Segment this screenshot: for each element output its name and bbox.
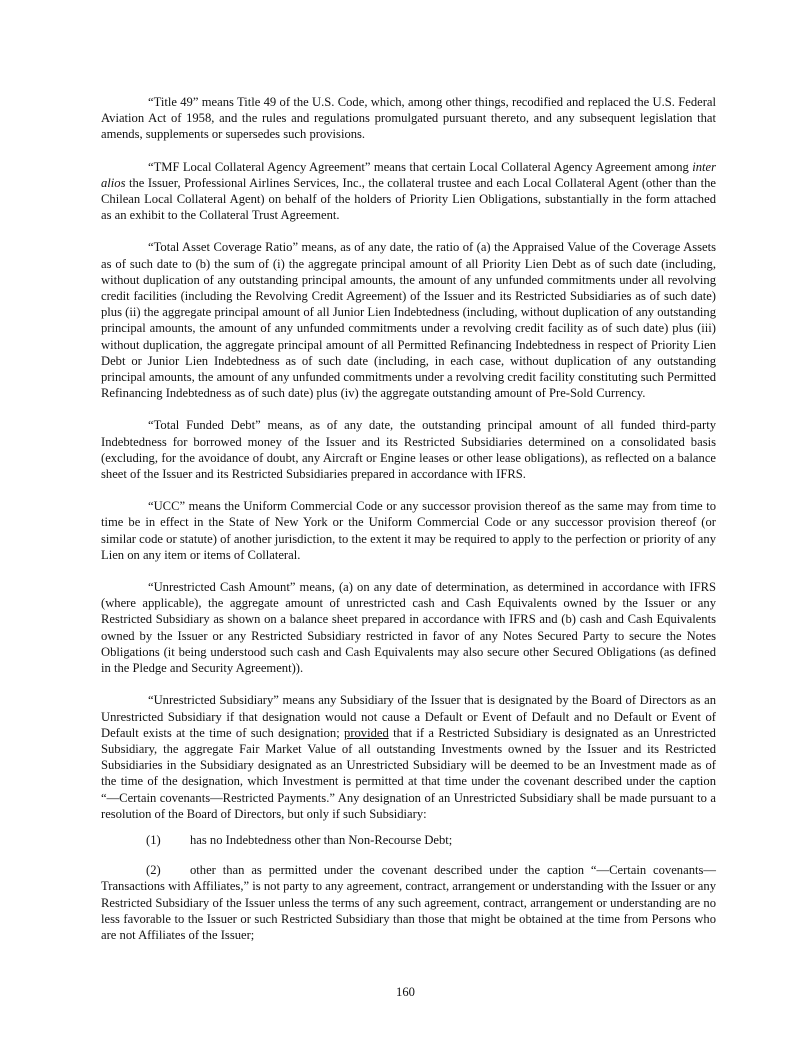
inter-alios-italic: inter alios: [101, 159, 716, 190]
definition-total-funded-debt: “Total Funded Debt” means, as of any date, the outstanding principal amount of all funded third-party Indebtedness for borrowed money of the Issuer and its Restricted Subsidiaries determined on a consolidated basis (excluding, for the avoidance of doubt, any Aircraft or Engine leases or other lease obligations), as reflected on a balance sheet of the Issuer and its Restricted Subsidiaries prepared in accordance with IFRS.: [101, 418, 716, 482]
definition-ucc: “UCC” means the Uniform Commercial Code or any successor provision thereof as the same may from time to time be in effect in the State of New York or the Uniform Commercial Code or any successor provision thereof (or similar code or statute) of another jurisdiction, to the extent it may be required to apply to the perfection or priority of any Lien on any item or items of Collateral.: [101, 499, 716, 562]
list-item: [101, 862, 716, 943]
definition-tmf-local-collateral-agency-agreement: “TMF Local Collateral Agency Agreement” means that certain Local Collateral Agency Agreement among inter alios the Issuer, Professional Airlines Services, Inc., the collateral trustee and each Local Collateral Agent (other than the Chilean Local Collateral Agent) on behalf of the holders of Priority Lien Obligations, substantially in the form attached as an exhibit to the Collateral Trust Agreement.: [101, 159, 716, 223]
definition-unrestricted-cash-amount: “Unrestricted Cash Amount” means, (a) on any date of determination, as determined in accordance with IFRS (where applicable), the aggregate amount of unrestricted cash and Cash Equivalents owned by the Issuer or any Restricted Subsidiary as shown on a balance sheet prepared in accordance with IFRS and (b) cash and Cash Equivalents owned by the Issuer or any Restricted Subsidiary restricted in favor of any Notes Secured Party to secure the Notes Obligations (it being understood such cash and Cash Equivalents may also secure other Secured Obligations (as defined in the Pledge and Security Agreement)).: [101, 580, 716, 676]
definition-unrestricted-subsidiary: “Unrestricted Subsidiary” means any Subsidiary of the Issuer that is designated by the Board of Directors as an Unrestricted Subsidiary if that designation would not cause a Default or Event of Default and no Default or Event of Default exists at the time of such designation; provided that if a Restricted Subsidiary is designated as an Unrestricted Subsidiary, the aggregate Fair Market Value of all outstanding Investments owned by the Issuer and its Restricted Subsidiaries in the Subsidiary designated as an Unrestricted Subsidiary will be deemed to be an Investment made as of the time of the designation, which Investment is permitted at that time under the covenant described under the caption “—Certain covenants—Restricted Payments.” Any designation of an Unrestricted Subsidiary shall be made pursuant to a resolution of the Board of Directors, but only if such Subsidiary:: [101, 693, 716, 821]
list-item-number: (1): [146, 832, 161, 847]
document-page: [101, 94, 716, 953]
list-item-number: (2): [146, 863, 161, 878]
definition-title-49: “Title 49” means Title 49 of the U.S. Code, which, among other things, recodified and replaced the U.S. Federal Aviation Act of 1958, and the rules and regulations promulgated pursuant thereto, and any subsequent legislation that amends, supplements or supersedes such provisions.: [101, 95, 716, 142]
list-item-text: has no Indebtedness other than Non-Recourse Debt;: [190, 832, 453, 847]
provided-underlined: provided: [344, 725, 389, 740]
page-number: 160: [396, 985, 415, 999]
list-item: [101, 832, 716, 848]
list-item-text: other than as permitted under the covenant described under the caption “—Certain covenants—Transactions with Affiliates,” is not party to any agreement, contract, arrangement or understanding with the Issuer or any Restricted Subsidiary of the Issuer unless the terms of any such agreement, contract, arrangement or understanding are no less favorable to the Issuer or such Restricted Subsidiary than those that might be obtained at the time from Persons who are not Affiliates of the Issuer;: [101, 863, 716, 942]
definition-total-asset-coverage-ratio: “Total Asset Coverage Ratio” means, as of any date, the ratio of (a) the Appraised Value of the Coverage Assets as of such date to (b) the sum of (i) the aggregate principal amount of all Priority Lien Debt as of such date (including, without duplication of any outstanding principal amounts, the amount of any unfunded commitments under all revolving credit facilities (including the Revolving Credit Agreement) of the Issuer and its Restricted Subsidiaries as of such date) plus (ii) the aggregate principal amount of all Junior Lien Indebtedness (including, without duplication of any outstanding principal amounts, the amount of any unfunded commitments under a revolving credit facility as of such date) plus (iii) without duplication, the aggregate principal amount of all Permitted Refinancing Indebtedness in respect of Priority Lien Debt or Junior Lien Indebtedness as of such date (including, in each case, without duplication of any outstanding principal amounts, the amount of any unfunded commitments under a revolving credit facility constituting such Permitted Refinancing Indebtedness as of such date) plus (iv) the aggregate outstanding amount of Pre-Sold Currency.: [101, 240, 716, 401]
